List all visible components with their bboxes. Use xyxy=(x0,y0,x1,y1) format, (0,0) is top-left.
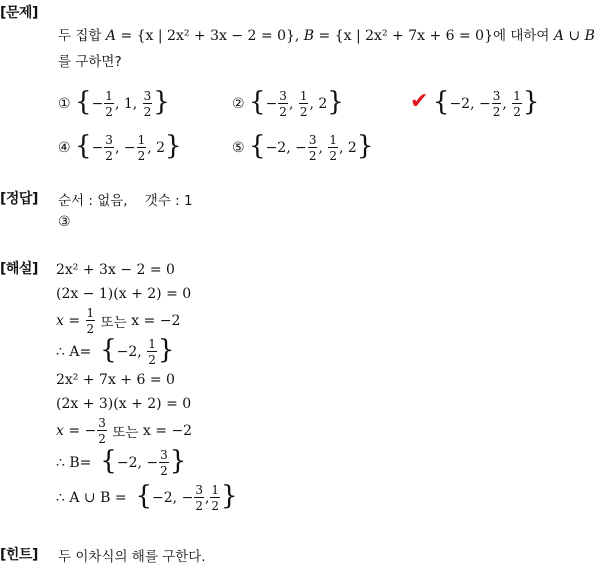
answer-label: [정답] xyxy=(0,191,38,207)
set-a-definition: {x | 2x² + 3x − 2 = 0}, xyxy=(136,28,300,44)
solution-step-2: (2x − 1)(x + 2) = 0 xyxy=(56,286,192,302)
solution-step-3: x = $\frac{1}{2}$ 또는 x = −2 xyxy=(56,306,181,336)
solution-step-1: 2x² + 3x − 2 = 0 xyxy=(56,262,175,278)
answer-value: ③ xyxy=(58,214,71,230)
choice-5-marker: ⑤ xyxy=(232,140,245,156)
hint-label: [힌트] xyxy=(0,547,38,563)
solution-step-9: ∴ A ∪ B = { −2, − $\frac{3}{2}$ , $\frac{1}{2}$ } xyxy=(56,481,238,513)
solution-step-8: ∴ B= { −2, − $\frac{3}{2}$ } xyxy=(56,446,187,478)
solution-step-4: ∴ A= { −2, $\frac{1}{2}$ } xyxy=(56,335,175,367)
choice-1[interactable]: ① {− $\frac{1}{2}$ , 1, $\frac{3}{2}$ } xyxy=(58,87,170,119)
choice-4-marker: ④ xyxy=(58,140,71,156)
set-b-definition: {x | 2x² + 7x + 6 = 0} xyxy=(334,28,493,44)
solution-step-6: (2x + 3)(x + 2) = 0 xyxy=(56,396,192,412)
union-expression: A ∪ B xyxy=(553,28,595,44)
solution-label: [해설] xyxy=(0,261,38,277)
choice-5[interactable]: ⑤ {−2, − $\frac{3}{2}$ , $\frac{1}{2}$ , 2} xyxy=(232,131,374,163)
answer-meta: 순서 : 없음, 갯수 : 1 xyxy=(58,193,193,209)
solution-step-5: 2x² + 7x + 6 = 0 xyxy=(56,372,175,388)
problem-statement-line2: 를 구하면? xyxy=(58,54,122,70)
problem-label: [문제] xyxy=(0,5,38,21)
choice-2-marker: ② xyxy=(232,96,245,112)
problem-statement-line1: 두 집합 A = {x | 2x² + 3x − 2 = 0}, B = {x | 2x² + 7x + 6 = 0}에 대하여 A ∪ B xyxy=(58,28,595,44)
set-b-name: B xyxy=(303,28,315,44)
set-a-name: A xyxy=(105,28,116,44)
solution-steps xyxy=(56,258,576,516)
hint-text: 두 이차식의 해를 구한다. xyxy=(58,549,206,565)
problem-text-about: 에 대하여 xyxy=(493,28,550,44)
choice-4[interactable]: ④ {− $\frac{3}{2}$ , − $\frac{1}{2}$ , 2} xyxy=(58,131,182,163)
choice-3[interactable]: ✔ {−2, − $\frac{3}{2}$ , $\frac{1}{2}$ } xyxy=(410,87,540,119)
red-checkmark-icon: ✔ xyxy=(410,89,429,114)
solution-step-7: x = − $\frac{3}{2}$ 또는 x = −2 xyxy=(56,416,193,446)
choice-2[interactable]: ② {− $\frac{3}{2}$ , $\frac{1}{2}$ , 2} xyxy=(232,87,344,119)
choice-1-marker: ① xyxy=(58,96,71,112)
